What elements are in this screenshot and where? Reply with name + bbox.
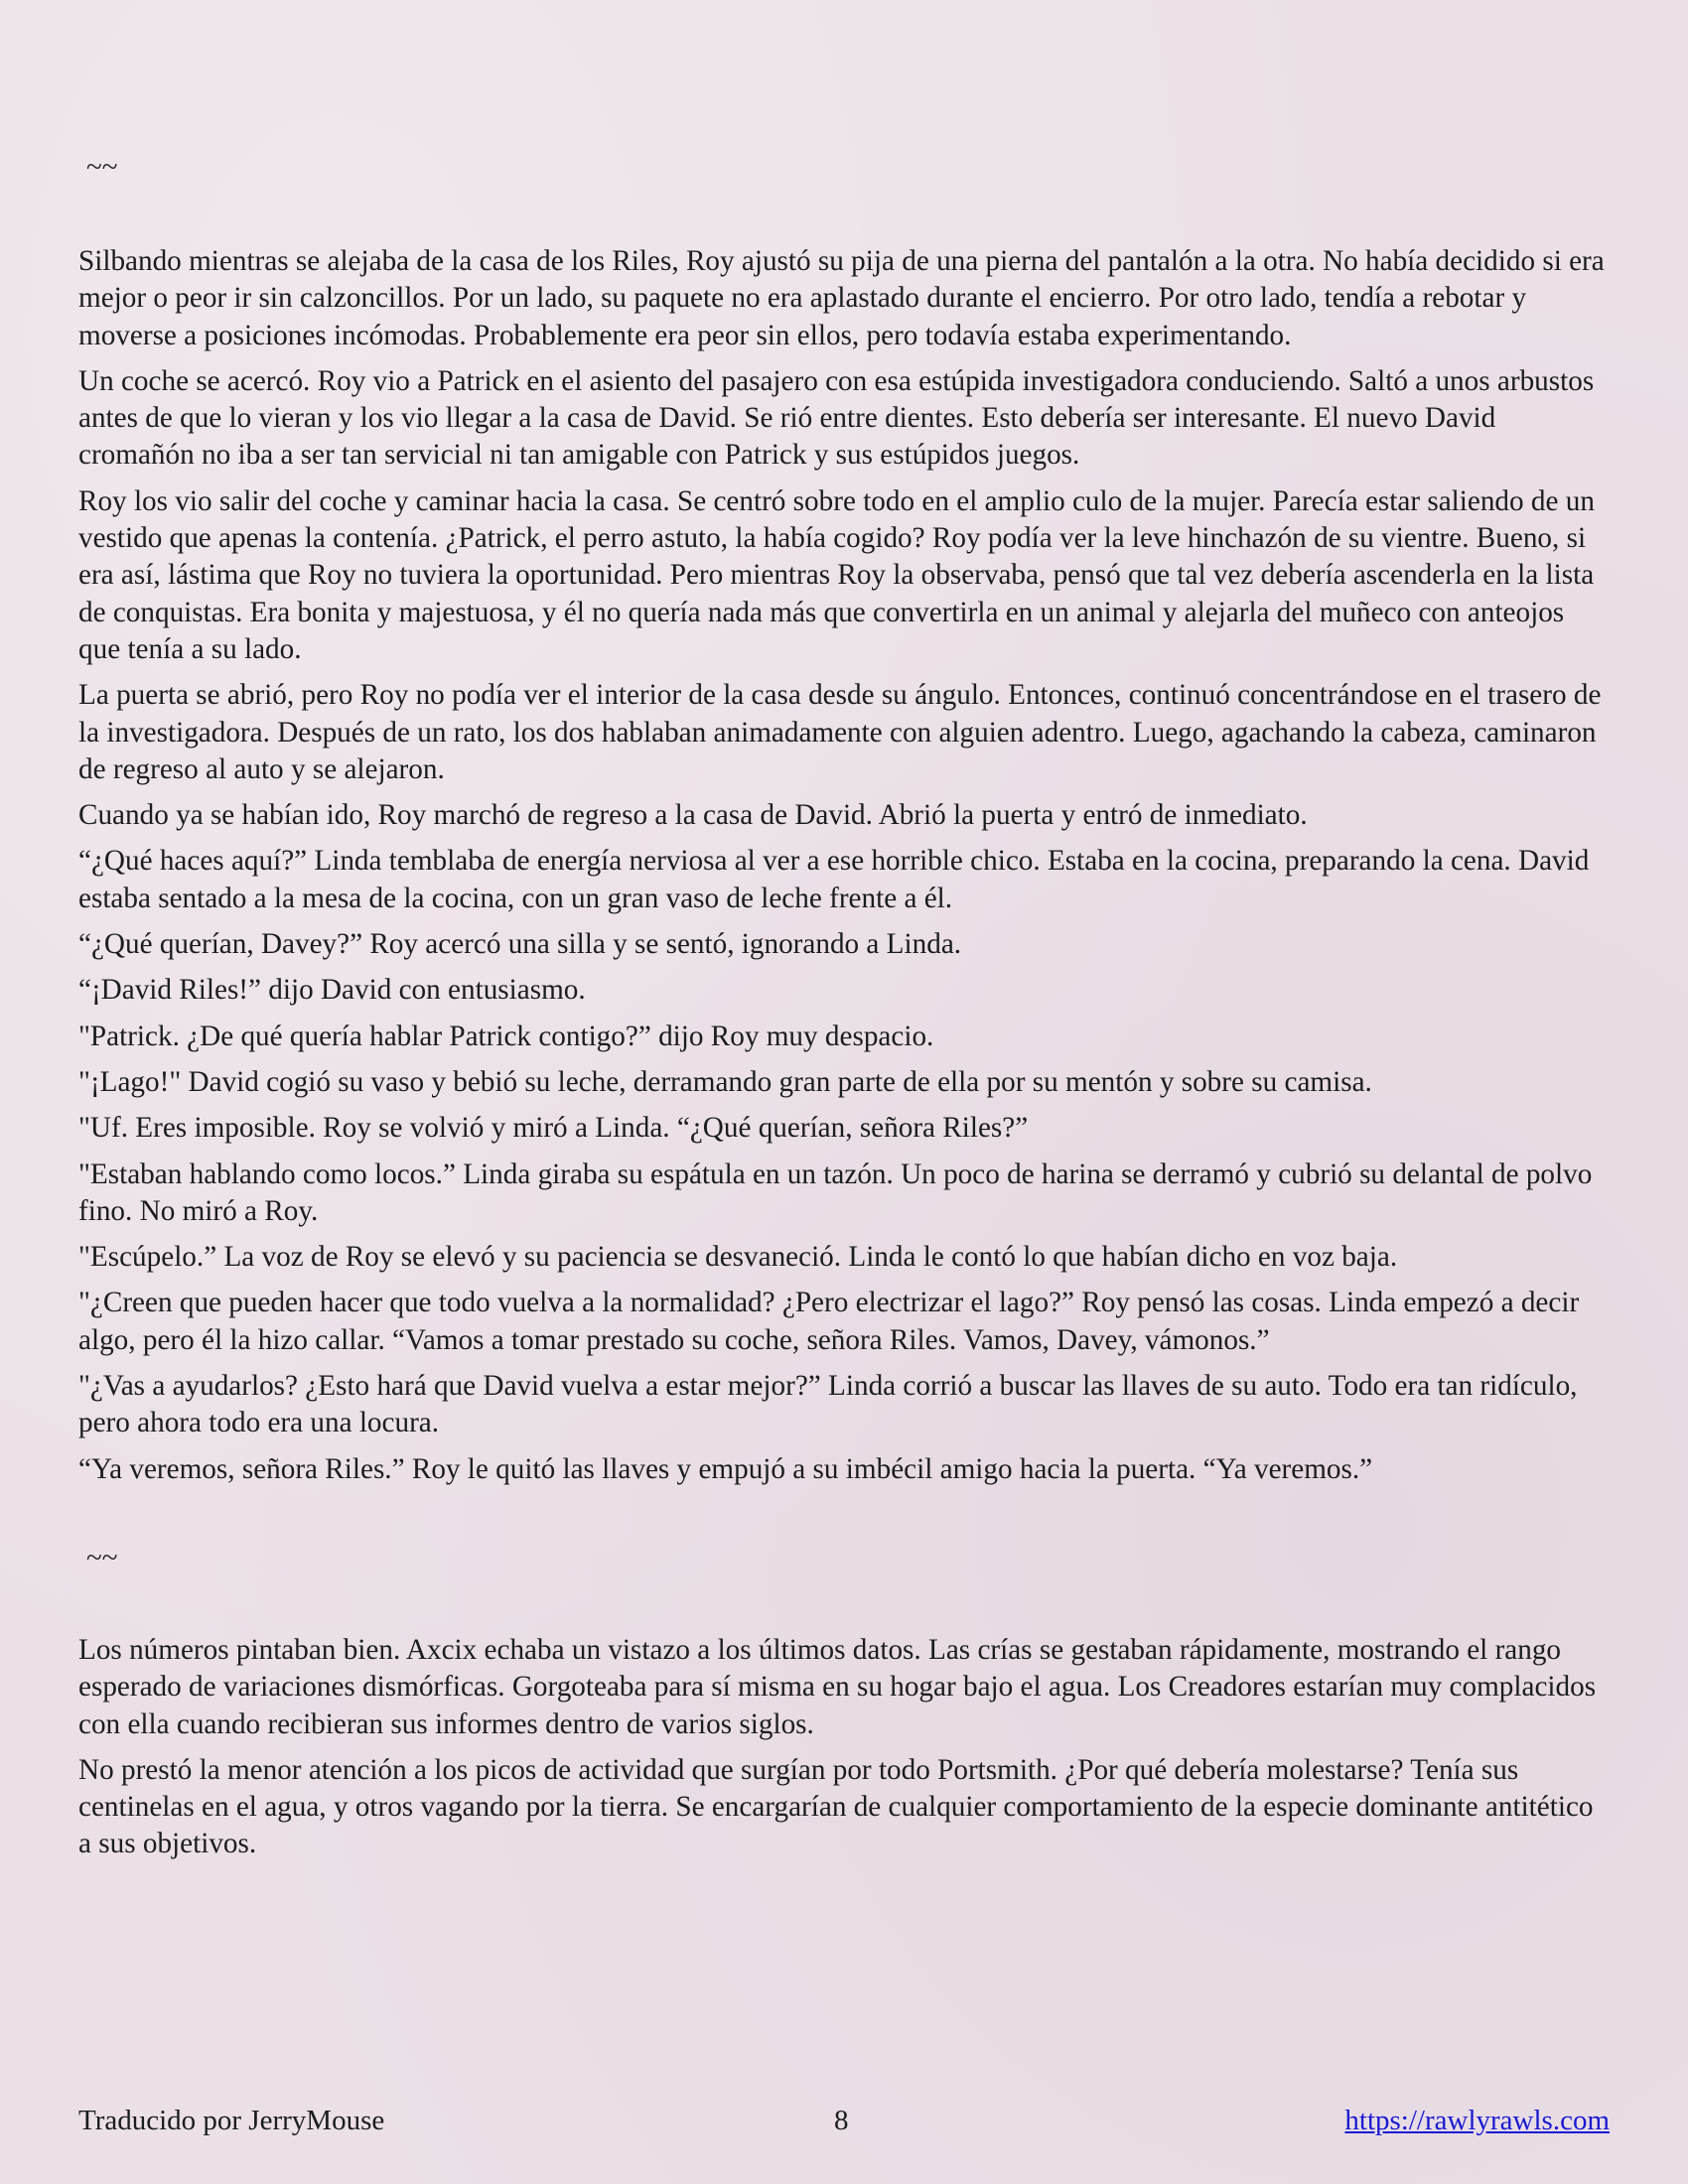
- paragraph: Un coche se acercó. Roy vio a Patrick en el asiento del pasajero con esa estúpida investigadora conduciendo. Saltó a unos arbustos antes de que lo vieran y los vio llegar a la casa de David. Se rió entre dientes. Esto debería ser interesante. El nuevo David cromañón no iba a ser tan servicial ni tan amigable con Patrick y sus estúpidos juegos.: [78, 364, 1595, 472]
- paragraph: "¡Lago!" David cogió su vaso y bebió su leche, derramando gran parte de ella por su mentón y sobre su camisa.: [78, 1065, 1372, 1098]
- paragraph: La puerta se abrió, pero Roy no podía ver el interior de la casa desde su ángulo. Entonces, continuó concentrándose en el trasero de la investigadora. Después de un rato, los dos hablaban animadamente con alguien adentro. Luego, agachando la cabeza, caminaron de regreso al auto y se alejaron.: [78, 679, 1602, 785]
- paragraph: "Escúpelo.” La voz de Roy se elevó y su paciencia se desvaneció. Linda le contó lo que habían dicho en voz baja.: [78, 1241, 1398, 1274]
- paragraph: No prestó la menor atención a los picos de actividad que surgían por todo Portsmith. ¿Por qué debería molestarse? Tenía sus centinelas en el agua, y otros vagando por la tierra. Se encargarían de cualquier comportamiento de la especie dominante antitético a sus objetivos.: [78, 1753, 1594, 1860]
- paragraph: “¿Qué querían, Davey?” Roy acercó una silla y se sentó, ignorando a Linda.: [78, 928, 962, 961]
- paragraph: Cuando ya se habían ido, Roy marchó de regreso a la casa de David. Abrió la puerta y entró de inmediato.: [78, 799, 1308, 832]
- translator-credit: Traducido por JerryMouse: [78, 2105, 385, 2136]
- page-number: 8: [834, 2105, 849, 2136]
- paragraph: Los números pintaban bien. Axcix echaba un vistazo a los últimos datos. Las crías se gestaban rápidamente, mostrando el rango esperado de variaciones dismórficas. Gorgoteaba para sí misma en su hogar bajo el agua. Los Creadores estarían muy complacidos con ella cuando recibieran sus informes dentro de varios siglos.: [78, 1633, 1597, 1740]
- website-link[interactable]: https://rawlyrawls.com: [1344, 2105, 1610, 2136]
- paragraph: "¿Vas a ayudarlos? ¿Esto hará que David vuelva a estar mejor?” Linda corrió a buscar las llaves de su auto. Todo era tan ridículo, pero ahora todo era una locura.: [78, 1370, 1578, 1439]
- page-footer: [78, 2101, 1610, 2140]
- paragraph: Roy los vio salir del coche y caminar hacia la casa. Se centró sobre todo en el amplio culo de la mujer. Parecía estar saliendo de un vestido que apenas la contenía. ¿Patrick, el perro astuto, la había cogido? Roy podía ver la leve hinchazón de su vientre. Bueno, si era así, lástima que Roy no tuviera la oportunidad. Pero mientras Roy la observaba, pensó que tal vez debería ascenderla en la lista de conquistas. Era bonita y majestuosa, y él no quería nada más que convertirla en un animal y alejarla del muñeco con anteojos que tenía a su lado.: [78, 484, 1595, 665]
- paragraph: "Uf. Eres imposible. Roy se volvió y miró a Linda. “¿Qué querían, señora Riles?”: [78, 1112, 1029, 1145]
- document-body: [78, 149, 1613, 1872]
- paragraph: "Estaban hablando como locos.” Linda giraba su espátula en un tazón. Un poco de harina se derramó y cubrió su delantal de polvo fino. No miró a Roy.: [78, 1158, 1593, 1227]
- paragraph: “Ya veremos, señora Riles.” Roy le quitó las llaves y empujó a su imbécil amigo hacia la puerta. “Ya veremos.”: [78, 1452, 1373, 1485]
- paragraph: “¡David Riles!” dijo David con entusiasmo.: [78, 974, 586, 1007]
- section-separator: ~~: [86, 1541, 118, 1573]
- paragraph: "¿Creen que pueden hacer que todo vuelva a la normalidad? ¿Pero electrizar el lago?” Roy pensó las cosas. Linda empezó a decir algo, pero él la hizo callar. “Vamos a tomar prestado su coche, señora Riles. Vamos, Davey, vámonos.”: [78, 1287, 1580, 1356]
- paragraph: Silbando mientras se alejaba de la casa de los Riles, Roy ajustó su pija de una pierna del pantalón a la otra. No había decidido si era mejor o peor ir sin calzoncillos. Por un lado, su paquete no era aplastado durante el encierro. Por otro lado, tendía a rebotar y moverse a posiciones incómodas. Probablemente era peor sin ellos, pero todavía estaba experimentando.: [78, 245, 1605, 351]
- paragraph: “¿Qué haces aquí?” Linda temblaba de energía nerviosa al ver a ese horrible chico. Estaba en la cocina, preparando la cena. David estaba sentado a la mesa de la cocina, con un gran vaso de leche frente a él.: [78, 845, 1590, 914]
- section-separator: ~~: [86, 151, 118, 183]
- paragraph: "Patrick. ¿De qué quería hablar Patrick contigo?” dijo Roy muy despacio.: [78, 1020, 934, 1052]
